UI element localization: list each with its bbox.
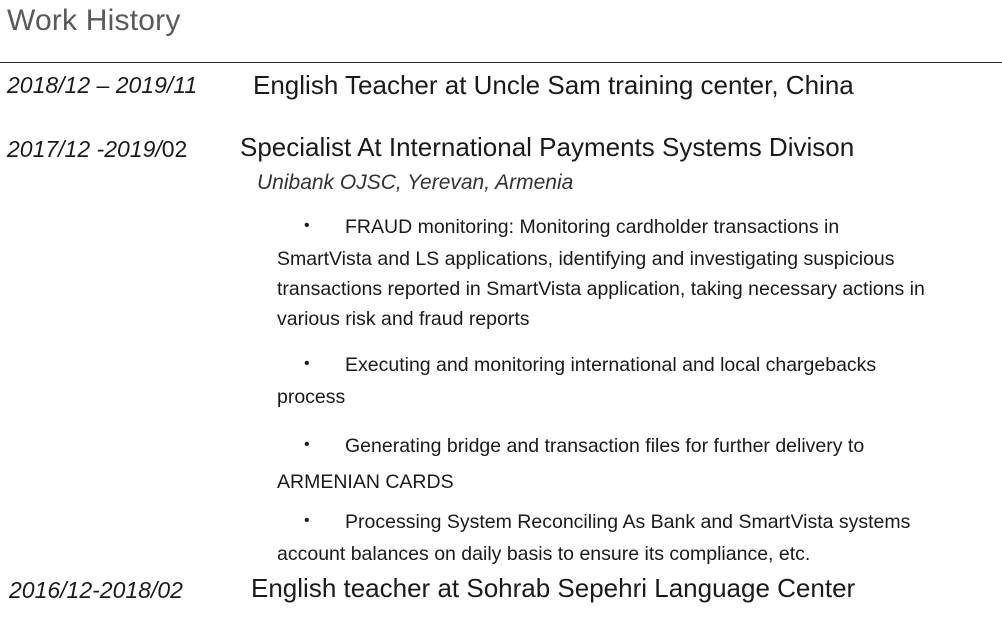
section-title: Work History	[7, 4, 181, 37]
list-item	[277, 212, 992, 334]
job-dates-italic: 2017/12 -2019/	[7, 136, 162, 162]
job-title: English teacher at Sohrab Sepehri Language Center	[251, 573, 856, 603]
job-dates	[7, 136, 187, 163]
bullet-text-first: Generating bridge and transaction files for further delivery to	[345, 435, 865, 457]
bullet-text-rest: process	[277, 386, 346, 408]
job-dates	[7, 72, 197, 99]
bullet-text-first: Executing and monitoring international and local chargebacks	[345, 354, 877, 376]
job-dates	[9, 577, 183, 604]
bullet-icon: •	[304, 355, 310, 372]
bullet-text-rest: ARMENIAN CARDS	[277, 471, 454, 493]
list-item	[277, 507, 992, 569]
job-title: Specialist At International Payments Systems Divison	[240, 132, 855, 162]
bullet-text-first: Processing System Reconciling As Bank and SmartVista systems	[345, 511, 911, 533]
bullet-text-rest: SmartVista and LS applications, identifying and investigating suspicious transactions reported in SmartVista application, taking necessary actions in various risk and fraud reports	[277, 248, 925, 330]
job-dates-italic: 2018/12 – 2019/11	[7, 72, 198, 98]
company-name: Unibank OJSC, Yerevan, Armenia	[257, 171, 574, 194]
bullet-icon: •	[304, 436, 310, 453]
bullet-icon: •	[304, 217, 310, 234]
job-dates-italic: 2016/12-2018/02	[9, 577, 183, 603]
job-title: English Teacher at Uncle Sam training center, China	[253, 70, 854, 100]
job-dates-upright: 02	[161, 136, 188, 162]
list-item	[277, 350, 992, 412]
section-divider	[0, 62, 1002, 63]
list-item	[277, 429, 992, 500]
bullet-text-rest: account balances on daily basis to ensure its compliance, etc.	[277, 543, 811, 565]
bullet-text-first: FRAUD monitoring: Monitoring cardholder transactions in	[345, 216, 840, 238]
bullet-icon: •	[304, 512, 310, 529]
